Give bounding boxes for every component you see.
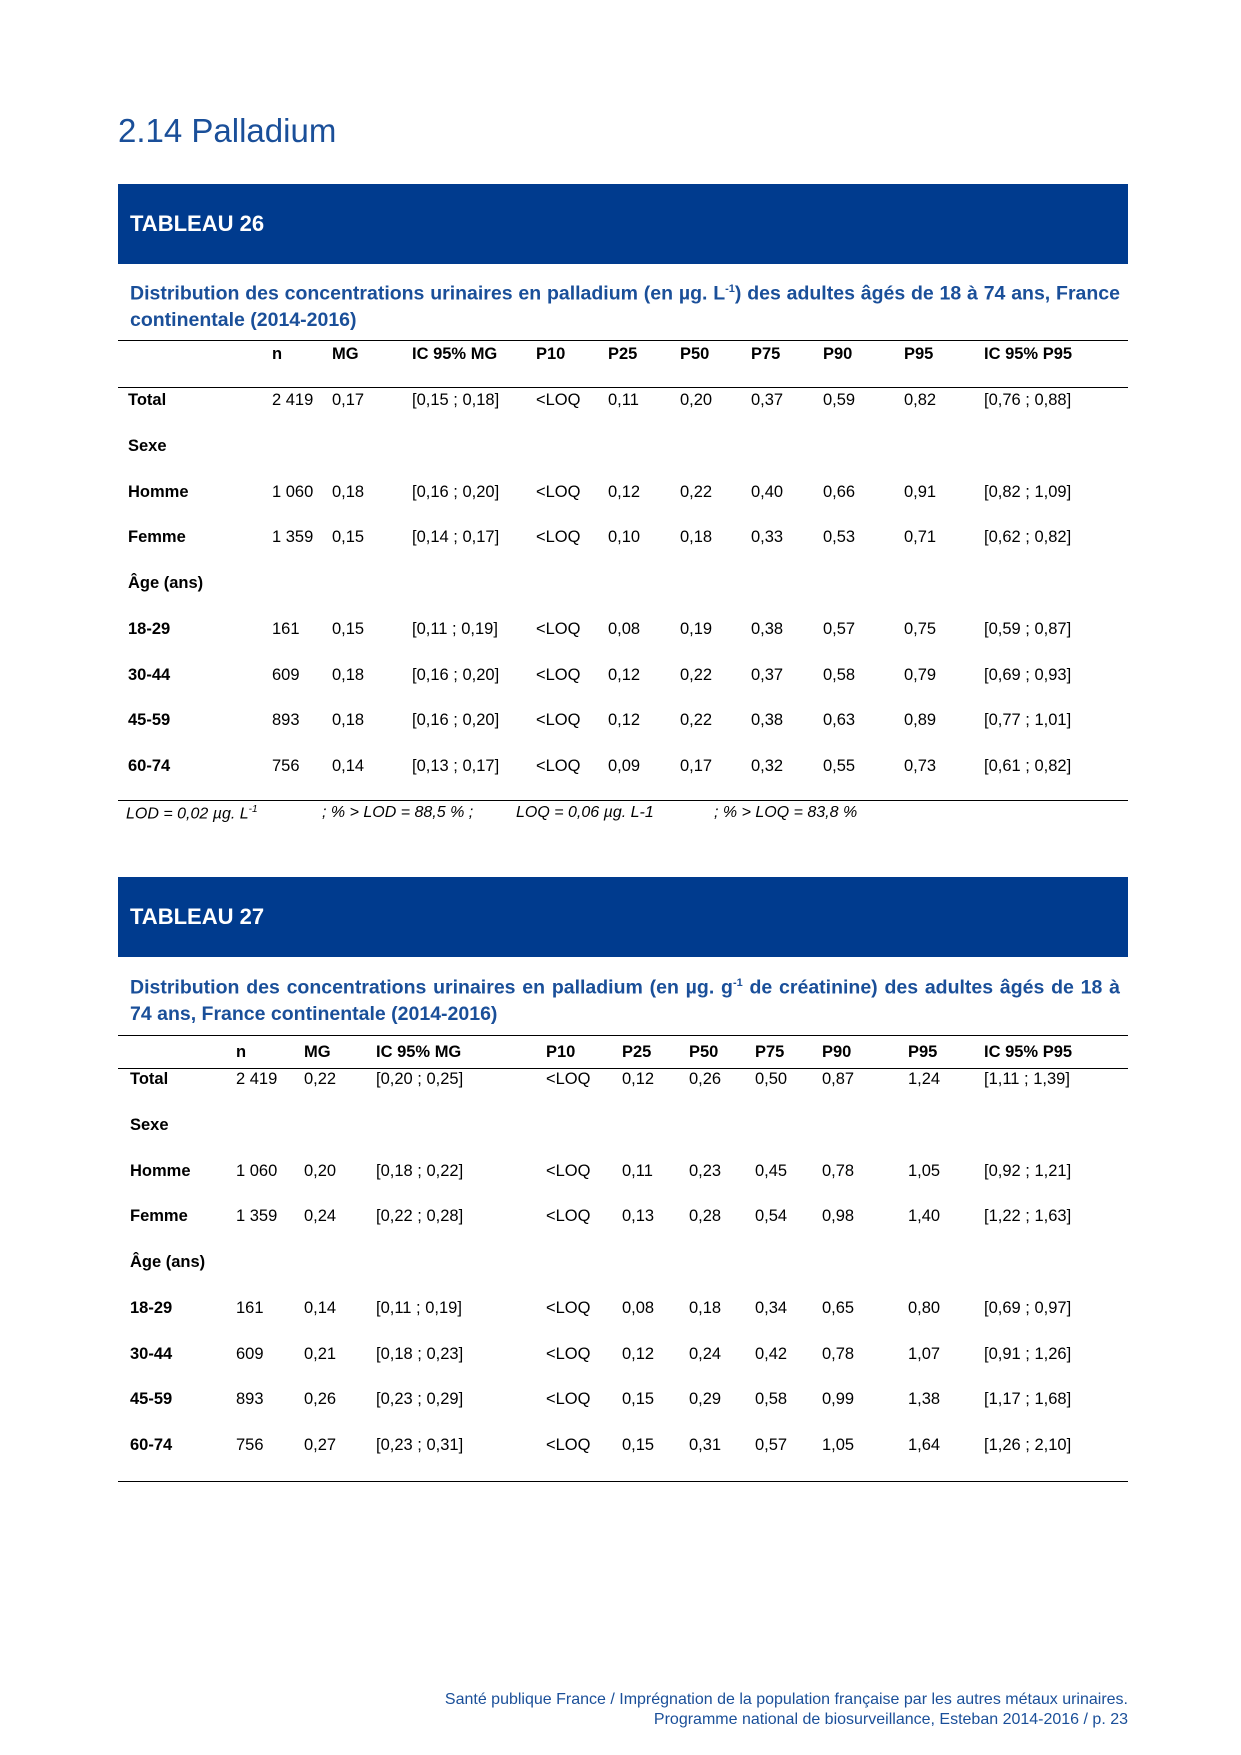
table-cell: <LOQ	[536, 665, 581, 684]
table-cell: 0,55	[823, 757, 856, 775]
table-cell: 1,07	[908, 1344, 941, 1363]
table-row	[118, 437, 1128, 461]
table-row	[118, 1390, 1128, 1414]
table-cell: [0,13 ; 0,17]	[412, 757, 500, 775]
column-header: P25	[608, 345, 638, 363]
column-header: P95	[908, 1043, 938, 1061]
table-cell: <LOQ	[546, 1390, 591, 1409]
table-cell: <LOQ	[546, 1207, 591, 1226]
table-cell: [1,11 ; 1,39]	[984, 1070, 1070, 1088]
table26-caption-post: ) des adultes âgés de 18 à 74 ans, France continentale (2014-2016)	[130, 282, 1120, 331]
table-cell: 1,38	[908, 1390, 941, 1409]
table27-caption-sup: -1	[732, 977, 743, 989]
table-cell: 1,64	[908, 1436, 941, 1454]
table-cell: [0,20 ; 0,25]	[376, 1070, 464, 1088]
table-cell: 0,23	[689, 1161, 722, 1180]
table-cell: [0,69 ; 0,97]	[984, 1298, 1072, 1317]
table-cell: 0,34	[755, 1298, 788, 1317]
column-header: n	[272, 345, 283, 363]
row-label: Âge (ans)	[130, 1253, 206, 1271]
column-header: IC 95% P95	[984, 1043, 1073, 1061]
table-cell: 161	[272, 619, 300, 638]
table-cell: 0,15	[332, 528, 365, 547]
table-cell: 0,18	[689, 1298, 722, 1317]
table-cell: 0,10	[608, 528, 641, 547]
table-cell: [0,16 ; 0,20]	[412, 711, 500, 730]
page-footer	[445, 1690, 1128, 1730]
table-cell: [0,18 ; 0,22]	[376, 1161, 464, 1180]
table-cell: 0,37	[751, 665, 784, 684]
table-cell: 0,58	[755, 1390, 788, 1409]
row-label: Homme	[130, 1161, 191, 1180]
table-cell: 609	[236, 1344, 264, 1363]
table27-caption	[130, 970, 1120, 1027]
table-cell: 0,22	[680, 482, 713, 501]
table27-caption-pre: Distribution des concentrations urinaires en palladium (en µg. g	[130, 976, 733, 999]
table-cell: 0,24	[304, 1207, 337, 1226]
table-cell: 0,82	[904, 391, 937, 409]
table-cell: 0,87	[822, 1070, 855, 1088]
table-cell: 0,65	[822, 1298, 855, 1317]
footer-line-1: Santé publique France / Imprégnation de la population française par les autres métaux urinaires.	[444, 1691, 1128, 1708]
row-label: 30-44	[130, 1344, 173, 1363]
table-row	[118, 1116, 1128, 1140]
table-cell: [0,14 ; 0,17]	[412, 528, 500, 547]
table-row	[118, 757, 1128, 781]
row-label: Âge (ans)	[128, 574, 204, 592]
table-cell: [0,82 ; 1,09]	[984, 482, 1072, 501]
table-cell: <LOQ	[546, 1070, 591, 1088]
table-cell: 0,57	[755, 1436, 788, 1454]
table-cell: 0,27	[304, 1436, 337, 1454]
table-cell: <LOQ	[546, 1436, 591, 1454]
table-cell: 0,73	[904, 757, 937, 775]
table-cell: 0,78	[822, 1344, 855, 1363]
column-header: P25	[622, 1043, 652, 1061]
table-cell: 0,89	[904, 711, 937, 730]
column-header: IC 95% P95	[984, 345, 1073, 363]
table-cell: 0,12	[608, 711, 641, 730]
table-cell: [0,69 ; 0,93]	[984, 665, 1072, 684]
table-cell: 0,22	[680, 665, 713, 684]
table-cell: 0,14	[332, 757, 365, 775]
table-cell: <LOQ	[536, 711, 581, 730]
table-row	[118, 1253, 1128, 1277]
table-cell: <LOQ	[546, 1161, 591, 1180]
table-cell: 893	[272, 711, 300, 730]
table-cell: [0,16 ; 0,20]	[412, 482, 500, 501]
table-cell: 893	[236, 1390, 264, 1409]
table-rule	[118, 387, 1128, 388]
table-row	[118, 528, 1128, 552]
column-header: P50	[689, 1043, 719, 1061]
table-cell: 0,71	[904, 528, 937, 547]
table-cell: 1,40	[908, 1207, 941, 1226]
table-cell: 2 419	[272, 391, 314, 409]
table-rule	[118, 340, 1128, 341]
table-cell: 1,24	[908, 1070, 941, 1088]
row-label: 60-74	[130, 1436, 173, 1454]
table-cell: 1 060	[236, 1161, 278, 1180]
column-header: IC 95% MG	[412, 345, 498, 363]
table-rule	[118, 1035, 1128, 1036]
row-label: 18-29	[128, 619, 171, 638]
row-label: 30-44	[128, 665, 171, 684]
table-cell: 0,17	[680, 757, 713, 775]
table-cell: 0,21	[304, 1344, 337, 1363]
row-label: Total	[128, 391, 167, 409]
table-cell: <LOQ	[536, 528, 581, 547]
table-cell: 0,24	[689, 1344, 722, 1363]
row-label: Femme	[128, 528, 186, 547]
table-cell: [0,77 ; 1,01]	[984, 711, 1072, 730]
table-cell: 0,14	[304, 1298, 337, 1317]
row-label: 60-74	[128, 757, 171, 775]
table-cell: 0,20	[680, 391, 713, 409]
table-cell: 0,50	[755, 1070, 788, 1088]
table26-caption-pre: Distribution des concentrations urinaires en palladium (en µg. L	[130, 282, 726, 305]
table-cell: [0,91 ; 1,26]	[984, 1344, 1072, 1363]
table-row	[118, 1162, 1128, 1186]
table-cell: 0,57	[823, 619, 856, 638]
table-cell: 0,22	[304, 1070, 337, 1088]
table-cell: [0,22 ; 0,28]	[376, 1207, 464, 1226]
table-cell: 0,19	[680, 619, 713, 638]
table-cell: 0,58	[823, 665, 856, 684]
table-cell: 1 359	[236, 1207, 278, 1226]
column-header: MG	[332, 345, 359, 363]
table-cell: [0,23 ; 0,29]	[376, 1390, 464, 1409]
table-cell: 0,78	[822, 1161, 855, 1180]
section-title: 2.14 Palladium	[118, 112, 337, 149]
row-label: Homme	[128, 482, 189, 501]
table-cell: 756	[272, 757, 300, 775]
table-cell: [0,92 ; 1,21]	[984, 1161, 1072, 1180]
table27-caption-post: de créatinine) des adultes âgés de 18 à 74 ans, France continentale (2014-2016)	[130, 976, 1120, 1025]
table-cell: 0,12	[608, 665, 641, 684]
table-cell: 1 060	[272, 482, 314, 501]
table-cell: 756	[236, 1436, 264, 1454]
table-rule	[118, 800, 1128, 801]
table-header-row	[118, 345, 1128, 369]
table-cell: 0,53	[823, 528, 856, 547]
table26-caption-sup: -1	[725, 283, 735, 295]
table-row	[118, 483, 1128, 507]
table-cell: 1,05	[908, 1161, 941, 1180]
table-cell: 0,40	[751, 482, 784, 501]
table-cell: 0,11	[608, 391, 639, 409]
table-cell: 161	[236, 1298, 264, 1317]
table-header-row	[118, 1043, 1128, 1067]
table-row	[118, 1207, 1128, 1231]
table-cell: 0,26	[689, 1070, 722, 1088]
table-cell: 0,26	[304, 1390, 337, 1409]
pct-lod-note: ; % > LOD = 88,5 % ;	[322, 804, 474, 821]
table-cell: 0,11	[622, 1161, 653, 1180]
table-cell: [0,11 ; 0,19]	[376, 1298, 462, 1317]
table-cell: <LOQ	[546, 1344, 591, 1363]
table-cell: [0,62 ; 0,82]	[984, 528, 1072, 547]
table-cell: [0,76 ; 0,88]	[984, 391, 1072, 409]
table-cell: 0,28	[689, 1207, 722, 1226]
table-cell: 609	[272, 665, 300, 684]
table-cell: 0,18	[332, 665, 365, 684]
table-row	[118, 574, 1128, 598]
table-cell: [0,59 ; 0,87]	[984, 619, 1072, 638]
table-cell: 0,99	[822, 1390, 855, 1409]
table-cell: 0,38	[751, 619, 784, 638]
table-cell: 0,38	[751, 711, 784, 730]
table-row	[118, 666, 1128, 690]
lod-note: LOD = 0,02 µg. $L^{-1}$	[126, 804, 258, 823]
table-cell: 0,32	[751, 757, 784, 775]
table-row	[118, 1299, 1128, 1323]
table-cell: 0,09	[608, 757, 641, 775]
row-label: 18-29	[130, 1298, 173, 1317]
column-header: P90	[822, 1043, 852, 1061]
table-cell: 0,33	[751, 528, 784, 547]
table-cell: 0,08	[622, 1298, 655, 1317]
table-cell: 0,98	[822, 1207, 855, 1226]
table-cell: [1,22 ; 1,63]	[984, 1207, 1072, 1226]
row-label: Total	[130, 1070, 169, 1088]
table-row	[118, 1436, 1128, 1460]
table-row	[118, 1345, 1128, 1369]
table-cell: [1,17 ; 1,68]	[984, 1390, 1072, 1409]
table-cell: 0,42	[755, 1344, 788, 1363]
table-cell: [0,18 ; 0,23]	[376, 1344, 464, 1363]
table-cell: <LOQ	[546, 1298, 591, 1317]
column-header: P75	[755, 1043, 785, 1061]
table-cell: 0,80	[908, 1298, 941, 1317]
table-row	[118, 711, 1128, 735]
table-row	[118, 620, 1128, 644]
table-cell: [0,61 ; 0,82]	[984, 757, 1072, 775]
table-cell: 0,29	[689, 1390, 722, 1409]
table-cell: [0,15 ; 0,18]	[412, 391, 500, 409]
table-cell: 0,18	[332, 482, 365, 501]
table-cell: 0,79	[904, 665, 937, 684]
table-cell: 0,12	[622, 1344, 655, 1363]
column-header: P95	[904, 345, 934, 363]
column-header: MG	[304, 1043, 331, 1061]
table-cell: 0,18	[332, 711, 365, 730]
table-cell: 0,59	[823, 391, 856, 409]
table-cell: 0,75	[904, 619, 937, 638]
table-cell: 0,20	[304, 1161, 337, 1180]
column-header: P50	[680, 345, 710, 363]
table-row	[118, 1070, 1128, 1094]
table-cell: 0,15	[332, 619, 365, 638]
row-label: Femme	[130, 1207, 188, 1226]
column-header: IC 95% MG	[376, 1043, 462, 1061]
table-cell: 0,31	[689, 1436, 722, 1454]
row-label: Sexe	[128, 436, 167, 455]
table-cell: 0,63	[823, 711, 856, 730]
column-header: P90	[823, 345, 853, 363]
table-cell: 0,17	[332, 391, 365, 409]
table-cell: 0,15	[622, 1390, 655, 1409]
footer-line-2: Programme national de biosurveillance, Esteban 2014-2016 / p. 23	[653, 1711, 1128, 1728]
table27-band: TABLEAU 27	[118, 877, 1128, 957]
table-cell: 1,05	[822, 1436, 855, 1454]
table-cell: [0,23 ; 0,31]	[376, 1436, 464, 1454]
table-cell: 0,22	[680, 711, 713, 730]
table-cell: <LOQ	[536, 619, 581, 638]
table-cell: 0,13	[622, 1207, 655, 1226]
row-label: 45-59	[128, 711, 171, 730]
column-header: P10	[536, 345, 566, 363]
column-header: P75	[751, 345, 781, 363]
table-cell: 0,37	[751, 391, 784, 409]
table-rule	[118, 1068, 1128, 1069]
loq-note: LOQ = 0,06 µg. L-1	[516, 804, 654, 821]
table-cell: 0,15	[622, 1436, 655, 1454]
row-label: 45-59	[130, 1390, 173, 1409]
table-cell: <LOQ	[536, 757, 581, 775]
pct-loq-note: ; % > LOQ = 83,8 %	[714, 804, 858, 821]
table-row	[118, 391, 1128, 415]
table-cell: [0,16 ; 0,20]	[412, 665, 500, 684]
table-cell: 0,08	[608, 619, 641, 638]
row-label: Sexe	[130, 1115, 169, 1134]
table-cell: 0,66	[823, 482, 856, 501]
table-cell: 0,45	[755, 1161, 788, 1180]
table-cell: 0,91	[904, 482, 937, 501]
table-cell: <LOQ	[536, 482, 581, 501]
table-rule	[118, 1481, 1128, 1482]
column-header: P10	[546, 1043, 576, 1061]
column-header: n	[236, 1043, 247, 1061]
table26-caption	[130, 276, 1120, 333]
table-cell: 0,54	[755, 1207, 788, 1226]
table26-band: TABLEAU 26	[118, 184, 1128, 264]
table-cell: <LOQ	[536, 391, 581, 409]
table-cell: 1 359	[272, 528, 314, 547]
table-cell: 2 419	[236, 1070, 278, 1088]
table-cell: [1,26 ; 2,10]	[984, 1436, 1072, 1454]
table-cell: [0,11 ; 0,19]	[412, 619, 498, 638]
table-cell: 0,12	[608, 482, 641, 501]
table-cell: 0,12	[622, 1070, 655, 1088]
table-cell: 0,18	[680, 528, 713, 547]
